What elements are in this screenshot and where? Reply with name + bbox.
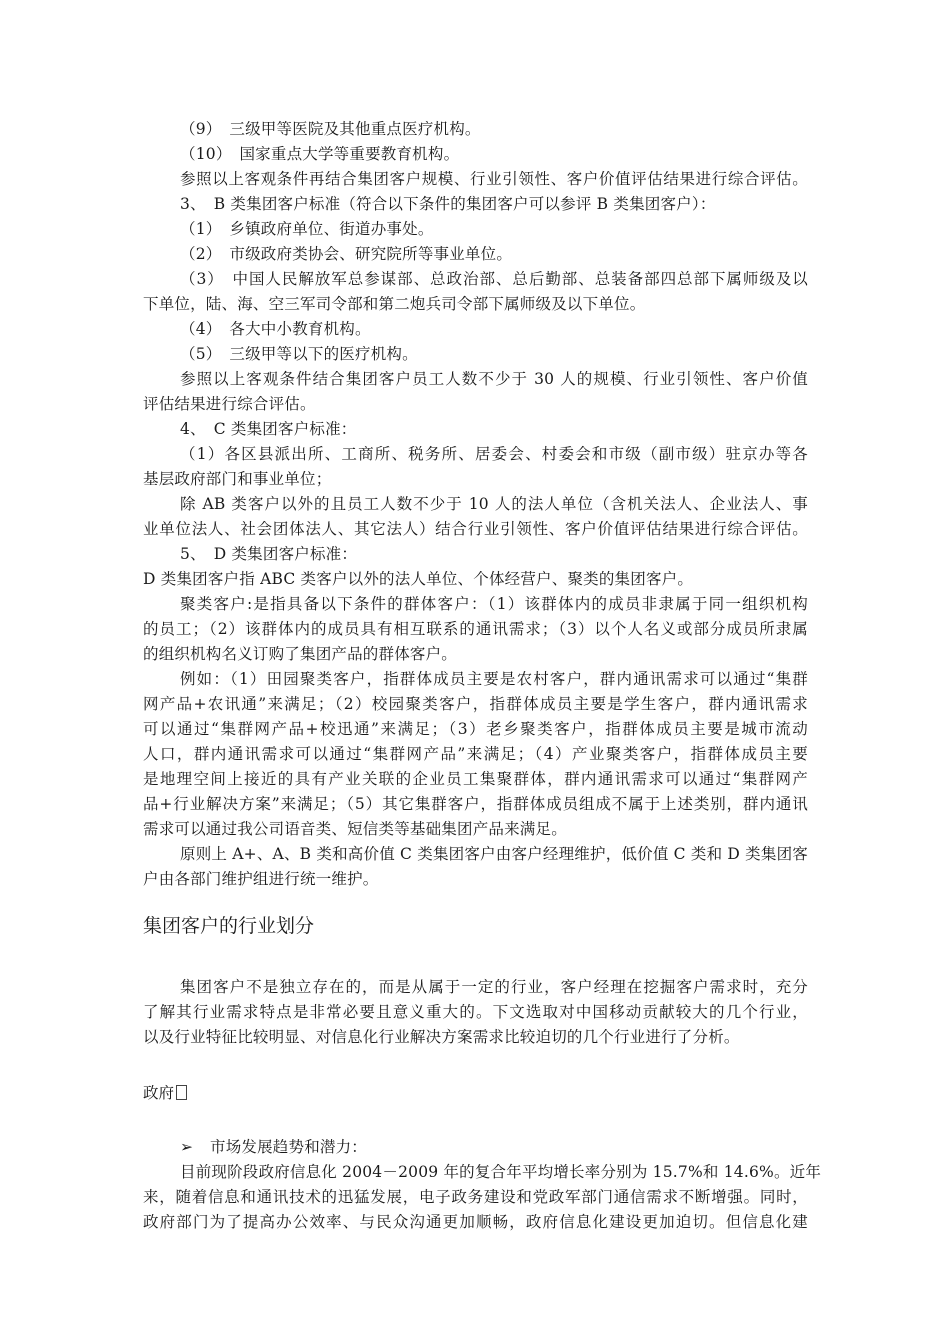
subsection-heading (143, 1081, 187, 1105)
text-line: （10） 国家重点大学等重要教育机构。 (180, 145, 460, 163)
text-line: 下单位，陆、海、空三军司令部和第二炮兵司令部下属师级及以下单位。 (143, 295, 646, 313)
text-line: 是地理空间上接近的具有产业关联的企业员工集聚群体，群内通讯需求可以通过“集群网产 (143, 770, 808, 788)
text-line: 以及行业特征比较明显、对信息化行业解决方案需求比较迫切的几个行业进行了分析。 (143, 1028, 740, 1046)
text-line: （2） 市级政府类协会、研究院所等事业单位。 (180, 245, 513, 263)
text-line: 基层政府部门和事业单位； (143, 470, 332, 488)
text-line: （9） 三级甲等医院及其他重点医疗机构。 (180, 120, 481, 138)
text-line: 除 AB 类客户以外的且员工人数不少于 10 人的法人单位（含机关法人、企业法人、事 (180, 495, 808, 513)
text-line: 户由各部门维护组进行统一维护。 (143, 870, 379, 888)
text-line: 参照以上客观条件结合集团客户员工人数不少于 30 人的规模、行业引领性、客户价值 (180, 370, 808, 388)
text-line: 参照以上客观条件再结合集团客户规模、行业引领性、客户价值评估结果进行综合评估。 (180, 170, 808, 188)
text-line: 聚类客户:是指具备以下条件的群体客户：（1）该群体内的成员非隶属于同一组织机构 (180, 595, 808, 613)
text-line: D 类集团客户指 ABC 类客户以外的法人单位、个体经营户、聚类的集团客户。 (143, 570, 694, 588)
text-line: 可以通过“集群网产品+校迅通”来满足；（3）老乡聚类客户，指群体成员主要是城市流动 (143, 720, 808, 738)
text-line: 的组织机构名义订购了集团产品的群体客户。 (143, 645, 458, 663)
missing-glyph-box (176, 1085, 187, 1100)
text-line: 了解其行业需求特点是非常必要且意义重大的。下文选取对中国移动贡献较大的几个行业， (143, 1003, 808, 1021)
text-line: 业单位法人、社会团体法人、其它法人）结合行业引领性、客户价值评估结果进行综合评估。 (143, 520, 808, 538)
text-line: 集团客户不是独立存在的，而是从属于一定的行业，客户经理在挖掘客户需求时，充分 (180, 978, 808, 996)
text-line: （5） 三级甲等以下的医疗机构。 (180, 345, 418, 363)
bullet-text: 市场发展趋势和潜力： (210, 1138, 368, 1156)
text-line: 品+行业解决方案”来满足；（5）其它集群客户，指群体成员组成不属于上述类别，群内通讯 (143, 795, 808, 813)
text-line: 的员工；（2）该群体内的成员具有相互联系的通讯需求；（3）以个人名义或部分成员所隶属 (143, 620, 808, 638)
text-line: 目前现阶段政府信息化 2004－2009 年的复合年平均增长率分别为 15.7%和 14.6%。近年 (180, 1163, 822, 1181)
bullet-item (180, 1135, 367, 1159)
text-line: 来，随着信息和通讯技术的迅猛发展，电子政务建设和党政军部门通信需求不断增强。同时， (143, 1188, 808, 1206)
text-line: 4、 C 类集团客户标准： (180, 420, 357, 438)
text-line: 网产品+农讯通”来满足；（2）校园聚类客户，指群体成员主要是学生客户，群内通讯需求 (143, 695, 808, 713)
text-line: 例如：（1）田园聚类客户，指群体成员主要是农村客户，群内通讯需求可以通过“集群 (180, 670, 808, 688)
section-heading: 集团客户的行业划分 (143, 915, 315, 937)
text-line: （1） 乡镇政府单位、街道办事处。 (180, 220, 434, 238)
text-line: （3） 中国人民解放军总参谋部、总政治部、总后勤部、总装备部四总部下属师级及以 (180, 270, 808, 288)
text-line: 3、 B 类集团客户标准（符合以下条件的集团客户可以参评 B 类集团客户）： (180, 195, 716, 213)
text-line: 需求可以通过我公司语音类、短信类等基础集团产品来满足。 (143, 820, 567, 838)
text-line: 人口，群内通讯需求可以通过“集群网产品”来满足；（4）产业聚类客户，指群体成员主要 (143, 745, 808, 763)
text-line: 政府部门为了提高办公效率、与民众沟通更加顺畅，政府信息化建设更加迫切。但信息化建 (143, 1213, 808, 1231)
text-line: 原则上 A+、A、B 类和高价值 C 类集团客户由客户经理维护，低价值 C 类和 D 类集团客 (180, 845, 808, 863)
text-line: （4） 各大中小教育机构。 (180, 320, 371, 338)
text-line: （1）各区县派出所、工商所、税务所、居委会、村委会和市级（副市级）驻京办等各 (180, 445, 808, 463)
text-line: 5、 D 类集团客户标准： (180, 545, 358, 563)
text-line: 评估结果进行综合评估。 (143, 395, 316, 413)
arrow-bullet-icon: ➢ (180, 1138, 194, 1156)
subsection-heading-text: 政府 (143, 1084, 175, 1102)
